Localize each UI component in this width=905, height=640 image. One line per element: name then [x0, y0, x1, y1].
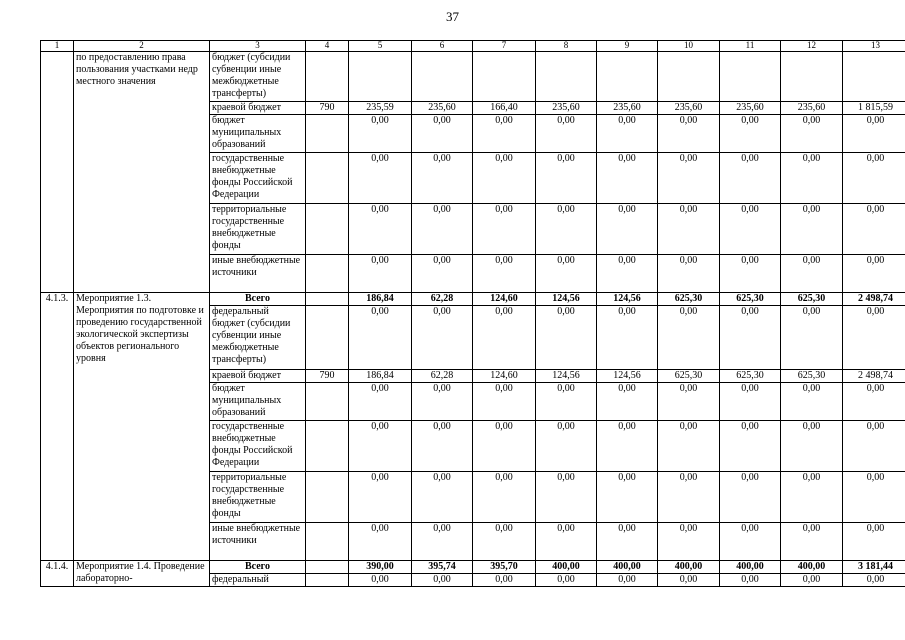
year-value: 235,60 — [658, 102, 720, 115]
year-value: 0,00 — [720, 574, 781, 587]
year-value: 0,00 — [473, 472, 536, 523]
budget-code — [306, 523, 349, 561]
year-value: 0,00 — [781, 115, 843, 153]
budget-code — [306, 383, 349, 421]
total-value: 1 815,59 — [843, 102, 905, 115]
year-value: 124,56 — [536, 293, 597, 306]
year-value: 0,00 — [781, 421, 843, 472]
column-header: 2 — [74, 41, 210, 52]
total-value: 2 498,74 — [843, 370, 905, 383]
year-value — [720, 52, 781, 102]
year-value: 0,00 — [720, 306, 781, 370]
year-value: 0,00 — [473, 115, 536, 153]
year-value: 0,00 — [597, 421, 658, 472]
column-header: 7 — [473, 41, 536, 52]
budget-table — [40, 40, 905, 587]
year-value: 124,60 — [473, 370, 536, 383]
budget-code — [306, 52, 349, 102]
year-value: 166,40 — [473, 102, 536, 115]
year-value: 0,00 — [536, 472, 597, 523]
year-value: 395,74 — [412, 561, 473, 574]
year-value: 0,00 — [473, 204, 536, 255]
measure-code: 4.1.3. — [41, 293, 74, 561]
year-value: 0,00 — [536, 115, 597, 153]
column-header: 1 — [41, 41, 74, 52]
year-value: 625,30 — [658, 370, 720, 383]
year-value: 625,30 — [658, 293, 720, 306]
column-header: 10 — [658, 41, 720, 52]
total-value: 0,00 — [843, 383, 905, 421]
year-value: 62,28 — [412, 370, 473, 383]
year-value: 0,00 — [781, 472, 843, 523]
year-value: 625,30 — [781, 293, 843, 306]
year-value: 0,00 — [473, 153, 536, 204]
measure-name: по предоставлению права пользования участками недр местного значения — [74, 52, 210, 293]
year-value: 0,00 — [597, 255, 658, 293]
year-value: 0,00 — [536, 255, 597, 293]
total-value: 0,00 — [843, 204, 905, 255]
year-value: 0,00 — [658, 523, 720, 561]
header-row — [41, 41, 905, 52]
year-value: 0,00 — [658, 574, 720, 587]
year-value: 0,00 — [473, 383, 536, 421]
total-row — [41, 293, 905, 306]
year-value: 0,00 — [473, 421, 536, 472]
year-value: 0,00 — [658, 472, 720, 523]
total-value: 0,00 — [843, 472, 905, 523]
year-value: 0,00 — [412, 153, 473, 204]
year-value: 0,00 — [658, 421, 720, 472]
column-header: 3 — [210, 41, 306, 52]
year-value: 0,00 — [781, 574, 843, 587]
measure-name: Мероприятие 1.4. Проведение лабораторно- — [74, 561, 210, 587]
funding-source: бюджет муниципальных образований — [210, 383, 306, 421]
budget-code — [306, 561, 349, 574]
year-value: 0,00 — [536, 421, 597, 472]
year-value: 0,00 — [412, 306, 473, 370]
year-value — [412, 52, 473, 102]
year-value: 395,70 — [473, 561, 536, 574]
year-value: 0,00 — [781, 204, 843, 255]
total-value: 3 181,44 — [843, 561, 905, 574]
year-value: 0,00 — [781, 383, 843, 421]
funding-source: иные внебюджетные источники — [210, 523, 306, 561]
year-value: 0,00 — [658, 204, 720, 255]
total-value: 0,00 — [843, 574, 905, 587]
measure-code: 4.1.4. — [41, 561, 74, 587]
year-value: 400,00 — [781, 561, 843, 574]
total-value: 0,00 — [843, 115, 905, 153]
year-value: 0,00 — [412, 472, 473, 523]
column-header: 9 — [597, 41, 658, 52]
year-value: 235,60 — [536, 102, 597, 115]
year-value — [597, 52, 658, 102]
year-value: 400,00 — [658, 561, 720, 574]
year-value — [349, 52, 412, 102]
year-value — [781, 52, 843, 102]
funding-source: государственные внебюджетные фонды Российской Федерации — [210, 421, 306, 472]
year-value: 186,84 — [349, 370, 412, 383]
funding-source: иные внебюджетные источники — [210, 255, 306, 293]
year-value: 0,00 — [720, 383, 781, 421]
year-value: 0,00 — [349, 472, 412, 523]
year-value: 0,00 — [349, 523, 412, 561]
year-value: 0,00 — [720, 421, 781, 472]
year-value: 0,00 — [473, 523, 536, 561]
year-value: 0,00 — [412, 115, 473, 153]
total-value: 0,00 — [843, 523, 905, 561]
year-value: 0,00 — [536, 153, 597, 204]
year-value: 0,00 — [720, 523, 781, 561]
year-value: 62,28 — [412, 293, 473, 306]
budget-code: 790 — [306, 102, 349, 115]
funding-source: краевой бюджет — [210, 102, 306, 115]
total-value: 0,00 — [843, 421, 905, 472]
column-header: 13 — [843, 41, 905, 52]
budget-code — [306, 293, 349, 306]
year-value: 0,00 — [349, 115, 412, 153]
year-value: 0,00 — [781, 523, 843, 561]
year-value: 0,00 — [720, 204, 781, 255]
year-value — [536, 52, 597, 102]
year-value: 390,00 — [349, 561, 412, 574]
budget-code — [306, 153, 349, 204]
year-value: 0,00 — [536, 383, 597, 421]
year-value: 0,00 — [536, 306, 597, 370]
year-value: 0,00 — [720, 472, 781, 523]
year-value: 0,00 — [349, 306, 412, 370]
budget-code — [306, 421, 349, 472]
year-value: 0,00 — [349, 153, 412, 204]
budget-code — [306, 306, 349, 370]
year-value: 0,00 — [597, 383, 658, 421]
funding-source: бюджет (субсидии субвенции иные межбюджетные трансферты) — [210, 52, 306, 102]
year-value — [658, 52, 720, 102]
year-value: 0,00 — [473, 255, 536, 293]
year-value: 0,00 — [412, 204, 473, 255]
budget-code — [306, 255, 349, 293]
page-number: 37 — [446, 9, 459, 24]
year-value: 0,00 — [412, 255, 473, 293]
year-value: 0,00 — [597, 523, 658, 561]
year-value: 0,00 — [349, 421, 412, 472]
funding-source: территориальные государственные внебюджетные фонды — [210, 472, 306, 523]
year-value: 0,00 — [412, 421, 473, 472]
year-value: 0,00 — [473, 306, 536, 370]
year-value: 400,00 — [720, 561, 781, 574]
year-value: 235,60 — [781, 102, 843, 115]
funding-source: федеральный бюджет (субсидии субвенции иные межбюджетные трансферты) — [210, 306, 306, 370]
measure-code — [41, 52, 74, 293]
year-value: 0,00 — [597, 472, 658, 523]
year-value: 625,30 — [720, 293, 781, 306]
funding-source: Всего — [210, 561, 306, 574]
year-value: 0,00 — [658, 153, 720, 204]
year-value: 0,00 — [536, 204, 597, 255]
year-value: 0,00 — [597, 153, 658, 204]
column-header: 6 — [412, 41, 473, 52]
budget-code — [306, 472, 349, 523]
year-value: 124,56 — [536, 370, 597, 383]
year-value: 0,00 — [349, 383, 412, 421]
year-value: 124,56 — [597, 370, 658, 383]
year-value: 0,00 — [597, 574, 658, 587]
year-value: 0,00 — [597, 115, 658, 153]
year-value: 0,00 — [412, 383, 473, 421]
year-value: 235,60 — [412, 102, 473, 115]
budget-code: 790 — [306, 370, 349, 383]
year-value: 0,00 — [658, 306, 720, 370]
year-value: 0,00 — [349, 255, 412, 293]
total-value: 0,00 — [843, 306, 905, 370]
budget-code — [306, 204, 349, 255]
year-value: 0,00 — [658, 255, 720, 293]
year-value: 0,00 — [720, 255, 781, 293]
year-value: 0,00 — [349, 574, 412, 587]
year-value: 400,00 — [536, 561, 597, 574]
year-value: 0,00 — [412, 574, 473, 587]
year-value: 0,00 — [658, 383, 720, 421]
funding-source: краевой бюджет — [210, 370, 306, 383]
year-value: 235,60 — [720, 102, 781, 115]
year-value: 124,56 — [597, 293, 658, 306]
year-value: 625,30 — [720, 370, 781, 383]
year-value: 0,00 — [473, 574, 536, 587]
column-header: 4 — [306, 41, 349, 52]
year-value: 0,00 — [781, 255, 843, 293]
measure-name: Мероприятие 1.3. Мероприятия по подготовке и проведению государственной экологической экспертизы объектов регионального уровня — [74, 293, 210, 561]
year-value: 0,00 — [597, 204, 658, 255]
column-header: 11 — [720, 41, 781, 52]
year-value: 0,00 — [536, 523, 597, 561]
year-value: 0,00 — [349, 204, 412, 255]
budget-code — [306, 115, 349, 153]
year-value: 235,60 — [597, 102, 658, 115]
column-header: 8 — [536, 41, 597, 52]
funding-source: федеральный — [210, 574, 306, 587]
budget-code — [306, 574, 349, 587]
year-value: 0,00 — [597, 306, 658, 370]
funding-source: бюджет муниципальных образований — [210, 115, 306, 153]
year-value: 400,00 — [597, 561, 658, 574]
year-value: 0,00 — [781, 306, 843, 370]
year-value: 186,84 — [349, 293, 412, 306]
year-value: 0,00 — [781, 153, 843, 204]
year-value: 124,60 — [473, 293, 536, 306]
total-value: 0,00 — [843, 255, 905, 293]
year-value: 0,00 — [720, 153, 781, 204]
table-row — [41, 52, 905, 102]
total-value: 2 498,74 — [843, 293, 905, 306]
year-value: 0,00 — [412, 523, 473, 561]
total-value — [843, 52, 905, 102]
funding-source: территориальные государственные внебюджетные фонды — [210, 204, 306, 255]
funding-source: Всего — [210, 293, 306, 306]
year-value: 235,59 — [349, 102, 412, 115]
year-value: 0,00 — [720, 115, 781, 153]
year-value — [473, 52, 536, 102]
year-value: 625,30 — [781, 370, 843, 383]
year-value: 0,00 — [658, 115, 720, 153]
total-row — [41, 561, 905, 574]
column-header: 5 — [349, 41, 412, 52]
year-value: 0,00 — [536, 574, 597, 587]
column-header: 12 — [781, 41, 843, 52]
total-value: 0,00 — [843, 153, 905, 204]
funding-source: государственные внебюджетные фонды Российской Федерации — [210, 153, 306, 204]
